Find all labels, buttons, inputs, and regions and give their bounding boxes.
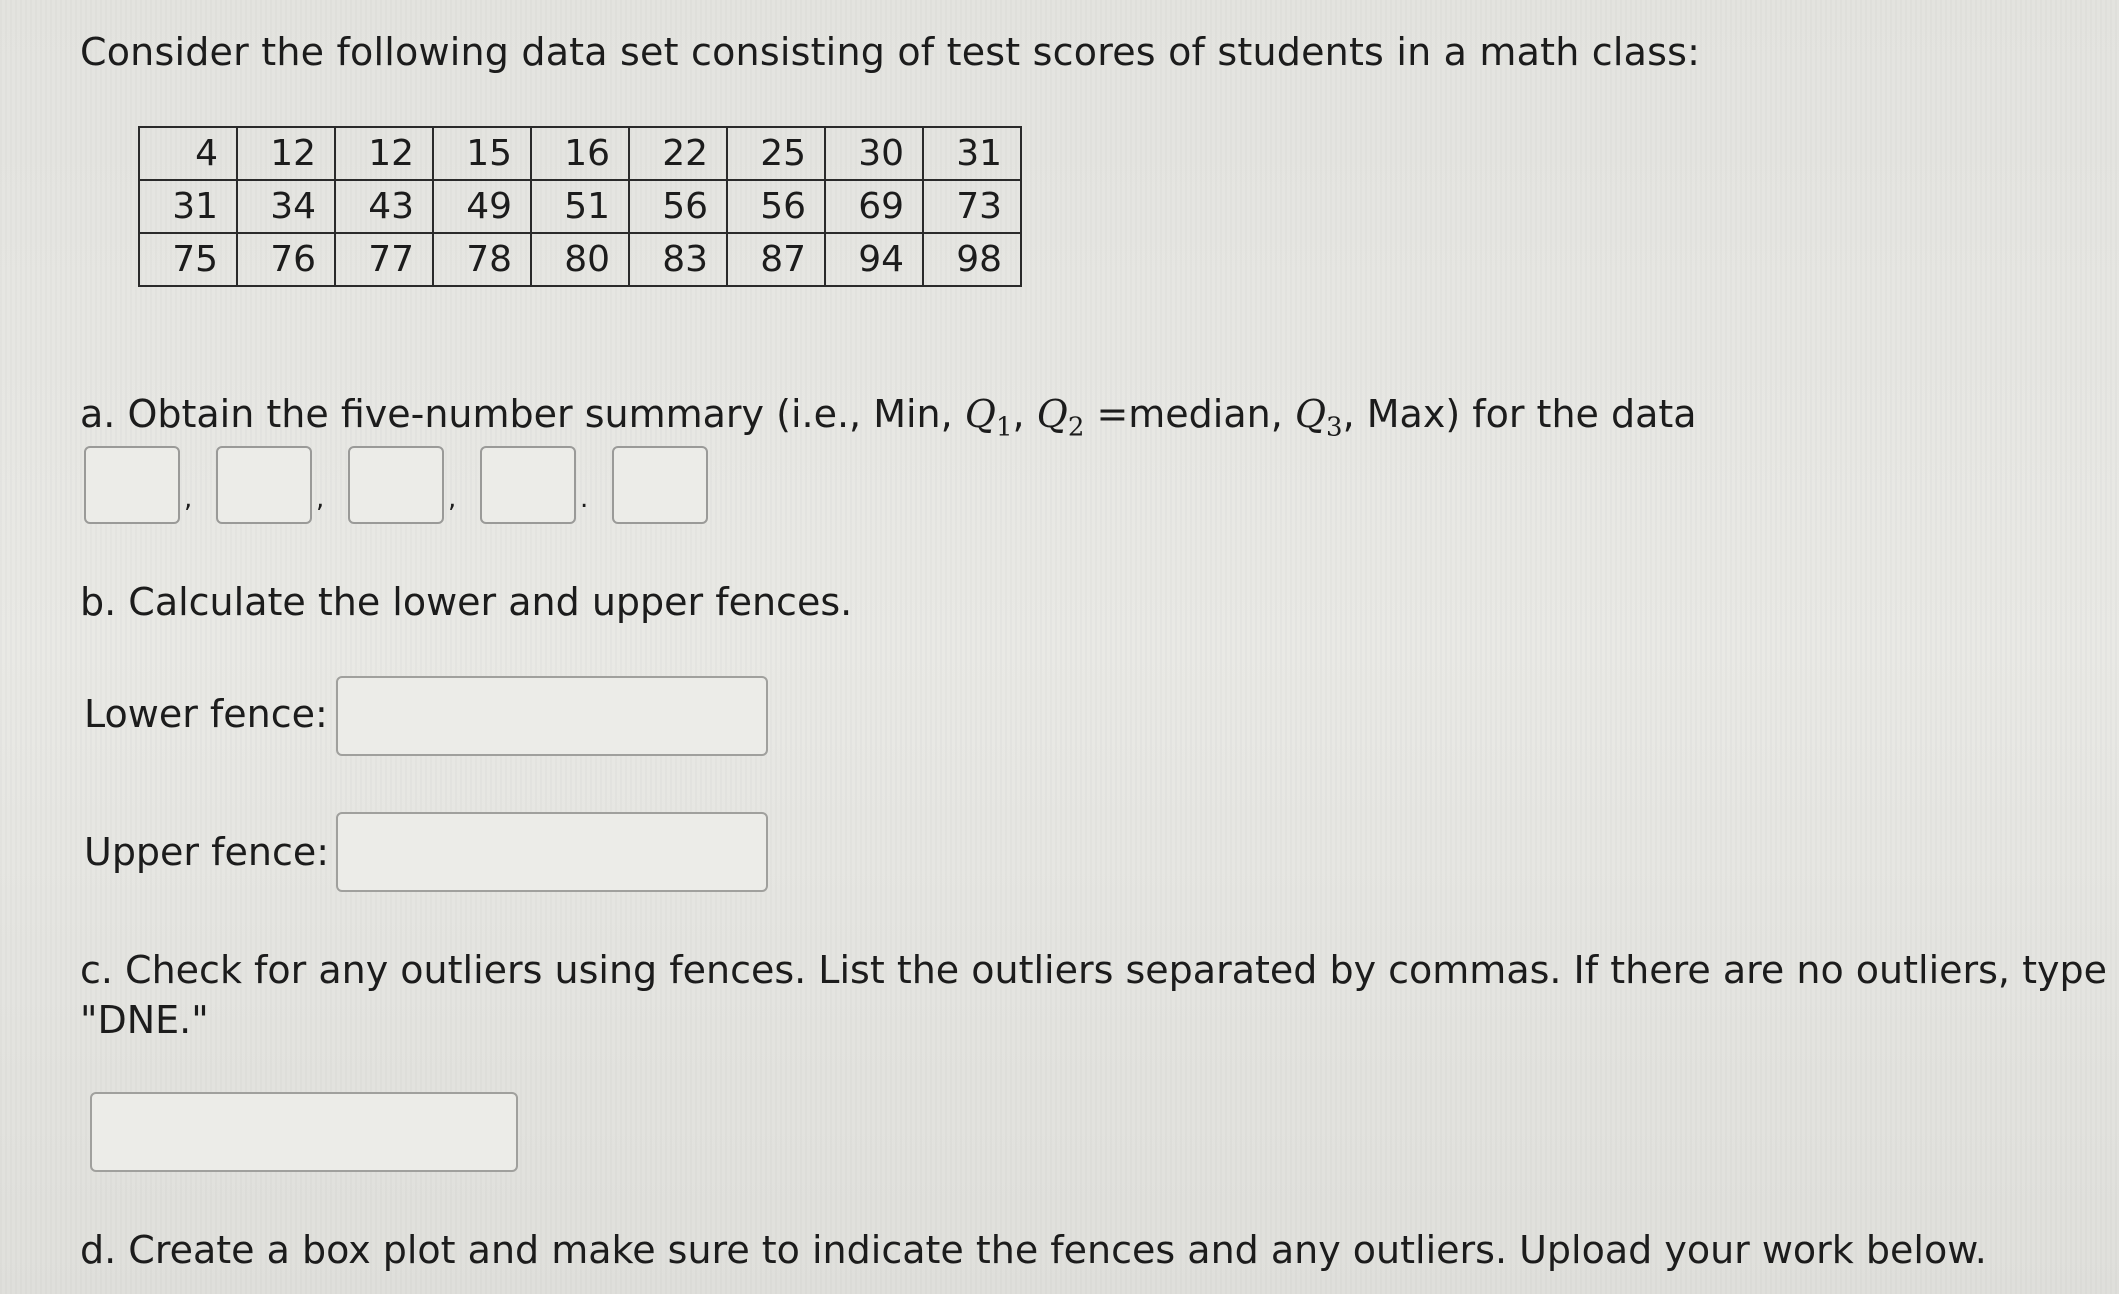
score-cell: 15 [433,127,531,180]
score-cell: 12 [237,127,335,180]
min-input[interactable] [84,446,180,524]
score-cell: 31 [923,127,1021,180]
score-cell: 31 [139,180,237,233]
score-cell: 75 [139,233,237,286]
score-cell: 87 [727,233,825,286]
lower-fence-input[interactable] [336,676,768,756]
score-cell: 94 [825,233,923,286]
score-cell: 73 [923,180,1021,233]
q3-symbol: $Q_3$ [1294,392,1343,443]
separator: , [448,484,457,514]
separator: . [580,484,589,514]
part-a-prompt: a. Obtain the five-number summary (i.e., Min, $Q_1$, $Q_2$ =median, $Q_3$, Max) for the data [80,392,1697,443]
q3-input[interactable] [480,446,576,524]
max-input[interactable] [612,446,708,524]
scores-table [138,126,1022,287]
outliers-input[interactable] [90,1092,518,1172]
median-input[interactable] [348,446,444,524]
score-cell: 43 [335,180,433,233]
score-cell: 56 [629,180,727,233]
score-cell: 16 [531,127,629,180]
table-row [139,127,1021,180]
score-cell: 78 [433,233,531,286]
score-cell: 80 [531,233,629,286]
part-d-prompt: d. Create a box plot and make sure to indicate the fences and any outliers. Upload your work below. [80,1228,1987,1272]
q2-symbol: $Q_2$ [1036,392,1085,443]
score-cell: 56 [727,180,825,233]
five-number-summary-inputs [84,446,708,524]
problem-intro: Consider the following data set consisting of test scores of students in a math class: [80,30,1701,74]
score-cell: 77 [335,233,433,286]
score-cell: 49 [433,180,531,233]
separator: , [184,484,193,514]
q1-symbol: $Q_1$ [964,392,1013,443]
upper-fence-label: Upper fence: [84,830,330,874]
part-c-prompt: c. Check for any outliers using fences. List the outliers separated by commas. If there are no outliers, type [80,948,2107,992]
q1-input[interactable] [216,446,312,524]
separator: , [316,484,325,514]
score-cell: 69 [825,180,923,233]
score-cell: 22 [629,127,727,180]
table-row [139,180,1021,233]
score-cell: 34 [237,180,335,233]
lower-fence-label: Lower fence: [84,692,328,736]
score-cell: 30 [825,127,923,180]
part-b-prompt: b. Calculate the lower and upper fences. [80,580,853,624]
score-cell: 12 [335,127,433,180]
part-c-prompt-continued: "DNE." [80,998,209,1042]
score-cell: 76 [237,233,335,286]
score-cell: 25 [727,127,825,180]
score-cell: 83 [629,233,727,286]
score-cell: 51 [531,180,629,233]
table-row [139,233,1021,286]
upper-fence-input[interactable] [336,812,768,892]
score-cell: 98 [923,233,1021,286]
score-cell: 4 [139,127,237,180]
